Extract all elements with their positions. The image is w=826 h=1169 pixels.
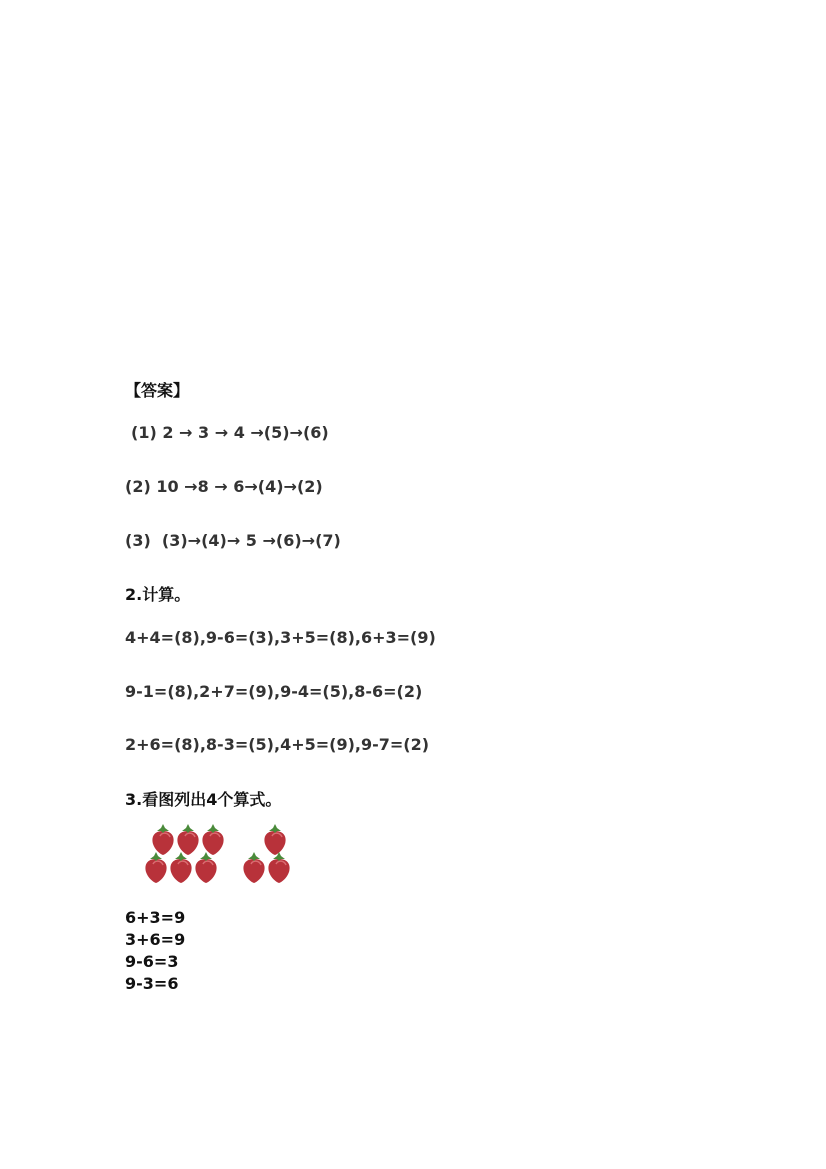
answer-header: 【答案】 [125, 381, 190, 400]
calc-row-2: 9-1=(8),2+7=(9),9-4=(5),8-6=(2) [125, 682, 423, 701]
sequence-3: (3) (3)→(4)→ 5 →(6)→(7) [125, 531, 341, 550]
strawberry-group-6 [145, 824, 223, 883]
calc-row-1: 4+4=(8),9-6=(3),3+5=(8),6+3=(9) [125, 628, 436, 647]
equation-list [125, 907, 185, 995]
sequence-2: (2) 10 →8 → 6→(4)→(2) [125, 477, 323, 496]
sequence-1: (1) 2 → 3 → 4 →(5)→(6) [131, 423, 329, 442]
strawberry-group-3 [243, 824, 289, 883]
equation: 9-6=3 [125, 952, 179, 971]
section-2-heading: 2.计算。 [125, 585, 191, 604]
equation: 3+6=9 [125, 930, 186, 949]
strawberry-picture [140, 824, 300, 888]
calc-row-3: 2+6=(8),8-3=(5),4+5=(9),9-7=(2) [125, 735, 430, 754]
equation: 9-3=6 [125, 974, 179, 993]
section-3-heading: 3.看图列出4个算式。 [125, 790, 282, 809]
equation: 6+3=9 [125, 908, 186, 927]
